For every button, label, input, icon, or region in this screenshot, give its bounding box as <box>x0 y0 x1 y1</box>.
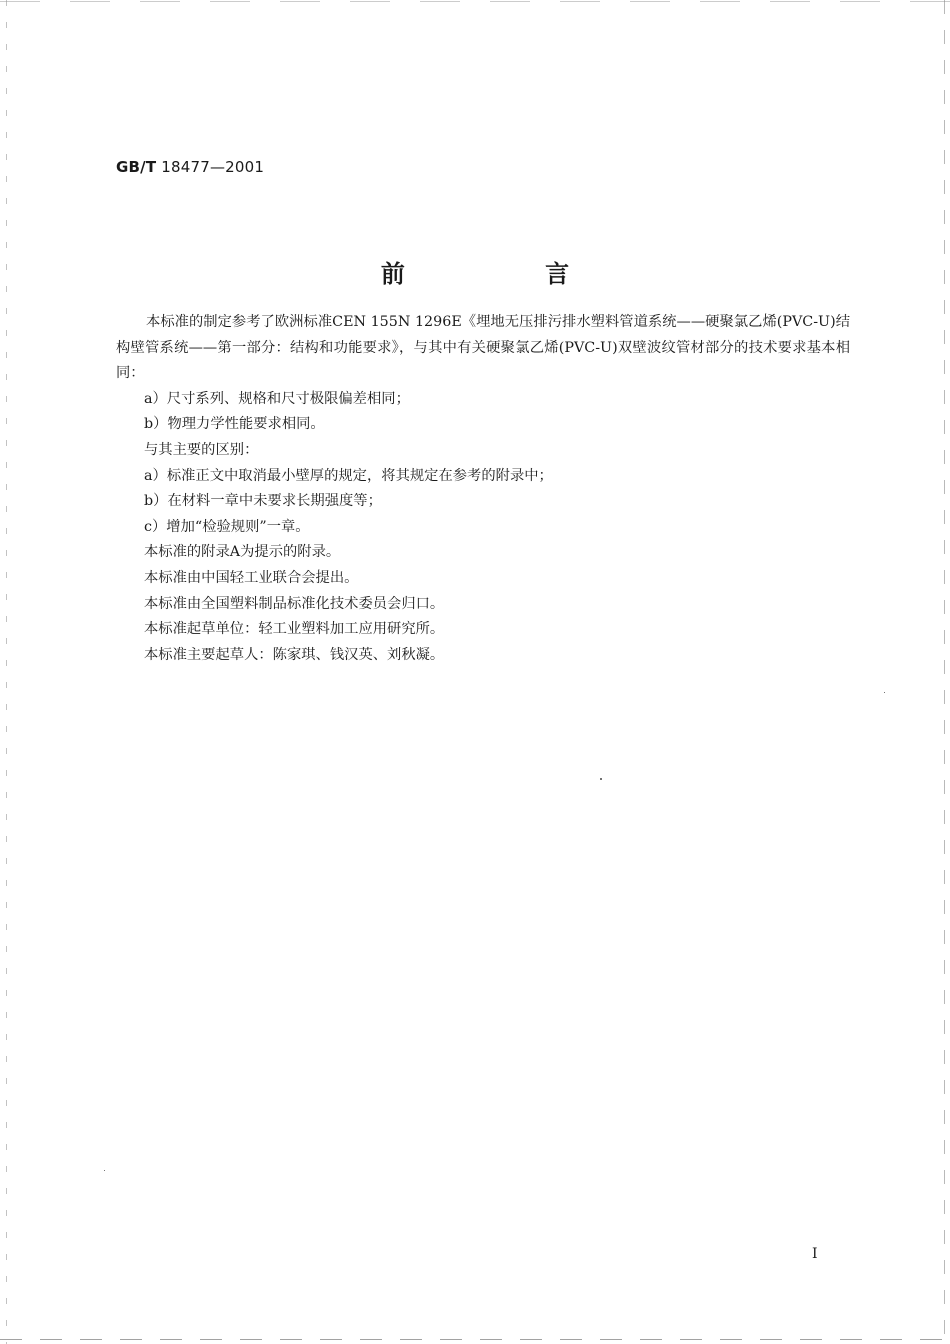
scan-speck <box>600 778 602 780</box>
appendix-note: 本标准的附录A为提示的附录。 <box>144 544 341 561</box>
scan-speck <box>884 692 885 693</box>
standard-code-prefix: GB/T <box>116 158 157 176</box>
list-item-diff-c: c）增加“检验规则”一章。 <box>144 518 310 535</box>
list-item-same-a: a）尺寸系列、规格和尺寸极限偏差相同； <box>144 390 410 407</box>
page-number: I <box>812 1246 818 1262</box>
scan-edge-top <box>0 1 950 2</box>
committee-note: 本标准由全国塑料制品标准化技术委员会归口。 <box>144 595 445 612</box>
drafters-note: 本标准主要起草人：陈家琪、钱汉英、刘秋凝。 <box>144 646 445 663</box>
scan-speck <box>104 1170 105 1171</box>
foreword-body <box>116 310 850 668</box>
scan-edge-left <box>6 0 7 1344</box>
differences-heading: 与其主要的区别： <box>144 441 259 458</box>
list-item-same-b: b）物理力学性能要求相同。 <box>144 416 325 433</box>
standard-code-number: 18477—2001 <box>161 158 265 176</box>
foreword-paragraph-reference: 本标准的制定参考了欧洲标准CEN 155N 1296E《埋地无压排污排水塑料管道系统——硬聚氯乙烯(PVC-U)结构壁管系统——第一部分：结构和功能要求》，与其中有关硬聚氯乙烯(PVC-U)双壁波纹管材部分的技术要求基本相同： <box>116 314 850 382</box>
page-title: 前 言 <box>380 260 636 288</box>
list-item-diff-b: b）在材料一章中未要求长期强度等； <box>144 493 382 510</box>
scan-edge-right <box>944 0 945 1344</box>
standard-code <box>116 158 264 176</box>
list-item-diff-a: a）标准正文中取消最小壁厚的规定，将其规定在参考的附录中； <box>144 467 553 484</box>
scan-edge-bottom <box>0 1339 950 1340</box>
proposer-note: 本标准由中国轻工业联合会提出。 <box>144 569 359 586</box>
drafting-unit-note: 本标准起草单位：轻工业塑料加工应用研究所。 <box>144 621 445 638</box>
